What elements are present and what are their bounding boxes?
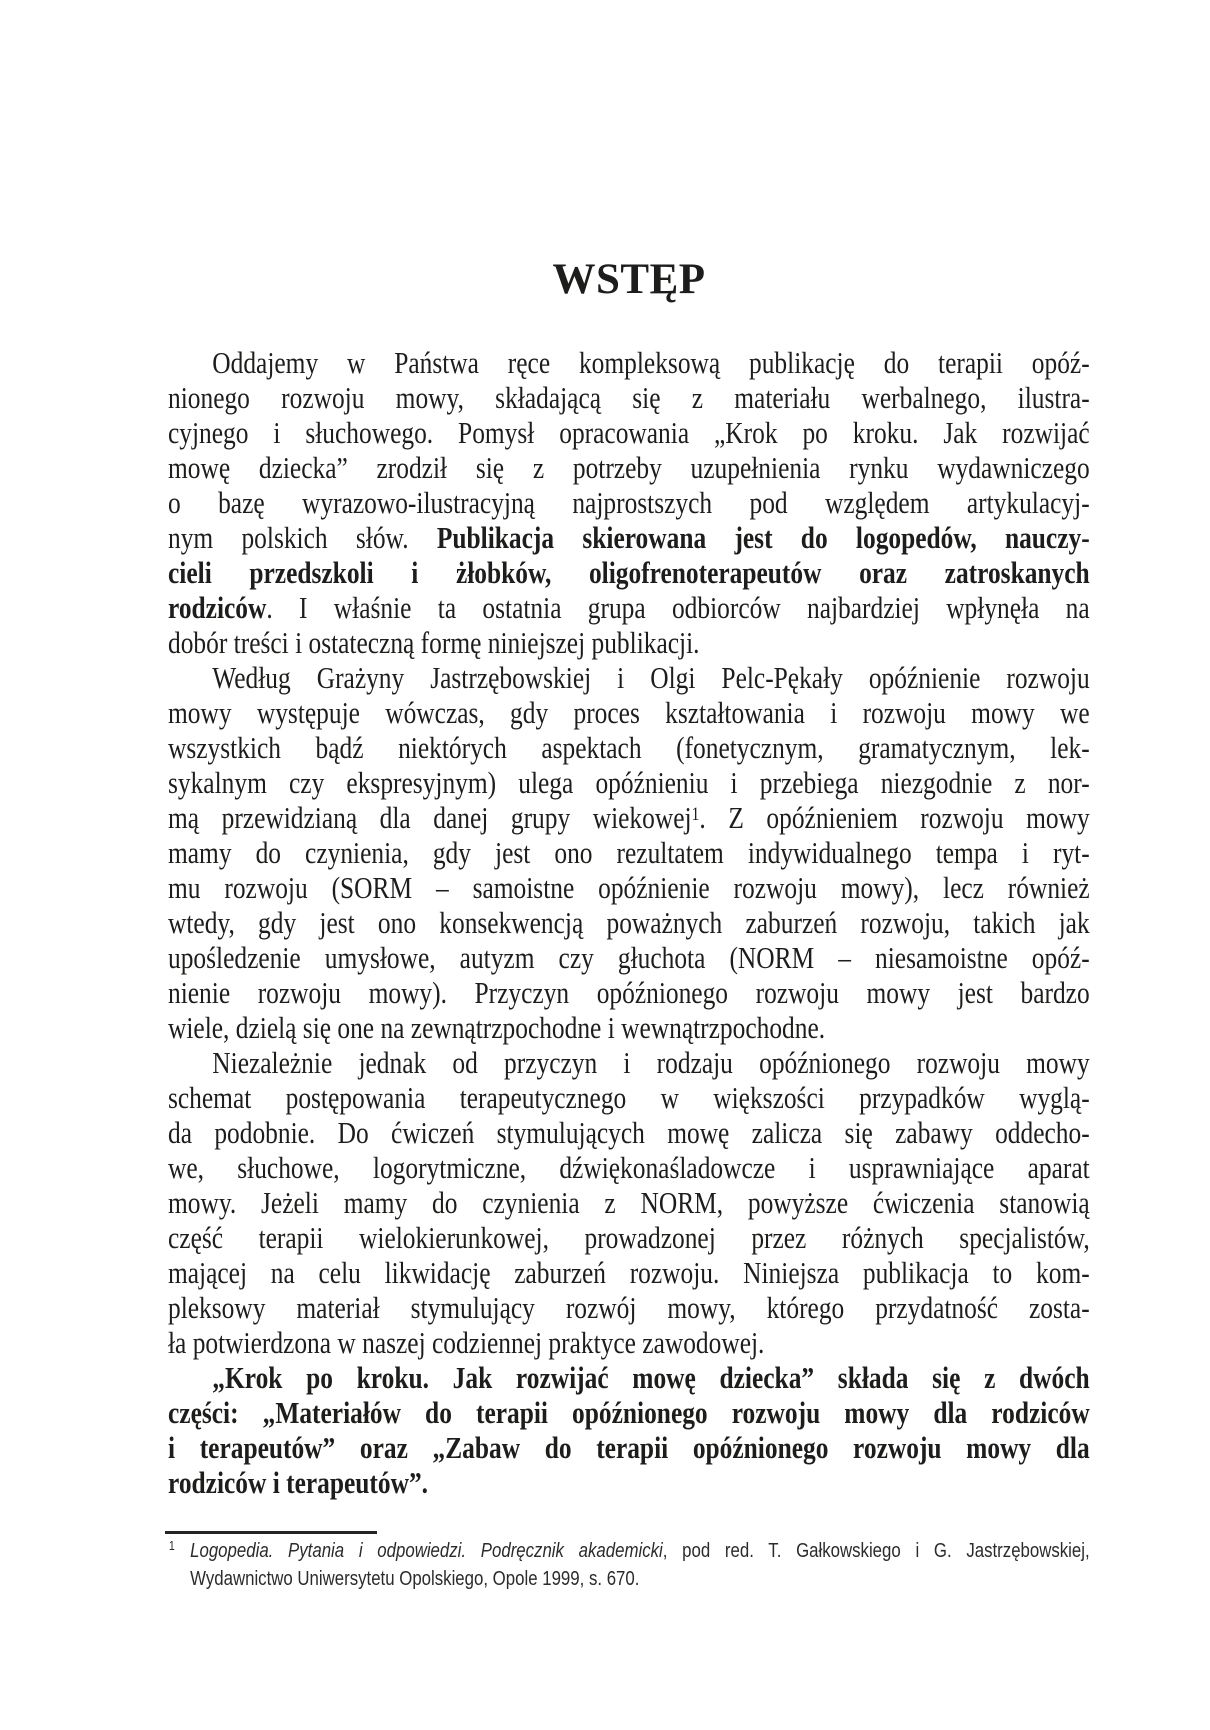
text-line: [168, 1045, 1090, 1080]
text-line: [168, 625, 1090, 660]
text-segment: Logopedia. Pytania i odpowiedzi. Podręcznik akademicki: [190, 1539, 663, 1562]
text-segment: da podobnie. Do ćwiczeń stymulujących mowę zalicza się zabawy oddecho-: [168, 1115, 1090, 1150]
text-segment: ła potwierdzona w naszej codziennej praktyce zawodowej.: [168, 1325, 765, 1360]
text-segment: we, słuchowe, logorytmiczne, dźwiękonaśladowcze i usprawniające aparat: [168, 1150, 1090, 1185]
text-line: [168, 485, 1090, 520]
text-line: [168, 1150, 1090, 1185]
text-segment: mowy. Jeżeli mamy do czynienia z NORM, powyższe ćwiczenia stanowią: [168, 1185, 1090, 1220]
text-segment: wiele, dzielą się one na zewnątrzpochodne i wewnątrzpochodne.: [168, 1010, 826, 1045]
text-segment: dobór treści i ostateczną formę niniejszej publikacji.: [168, 625, 700, 660]
text-line: [168, 1290, 1090, 1325]
text-segment: mu rozwoju (SORM – samoistne opóźnienie rozwoju mowy), lecz również: [168, 870, 1090, 905]
text-segment: , pod red. T. Gałkowskiego i G. Jastrzębowskiej,: [662, 1539, 1090, 1562]
text-line: [168, 345, 1090, 380]
text-line: [168, 975, 1090, 1010]
text-line: [168, 1395, 1090, 1430]
page-title: WSTĘP: [552, 255, 706, 303]
text-line: [168, 1115, 1090, 1150]
text-segment: Oddajemy w Państwa ręce kompleksową publikację do terapii opóź-: [212, 345, 1090, 380]
text-line: [168, 905, 1090, 940]
footnote-marker: 1: [168, 1538, 175, 1553]
text-segment: cieli przedszkoli i żłobków, oligofrenoterapeutów oraz zatroskanych: [168, 555, 1090, 590]
text-line: [168, 800, 1090, 835]
text-line: [168, 1080, 1090, 1115]
text-segment: wtedy, gdy jest ono konsekwencją poważnych zaburzeń rozwoju, takich jak: [168, 905, 1090, 940]
text-segment: części: „Materiałów do terapii opóźnionego rozwoju mowy dla rodziców: [168, 1395, 1090, 1430]
text-line: [168, 520, 1090, 555]
text-segment: Niezależnie jednak od przyczyn i rodzaju opóźnionego rozwoju mowy: [212, 1045, 1090, 1080]
text-line: [168, 870, 1090, 905]
text-segment: mającej na celu likwidację zaburzeń rozwoju. Niniejsza publikacja to kom-: [168, 1255, 1090, 1290]
text-segment: nienie rozwoju mowy). Przyczyn opóźnionego rozwoju mowy jest bardzo: [168, 975, 1090, 1010]
text-segment: rodziców: [168, 590, 267, 625]
text-segment: wszystkich bądź niektórych aspektach (fonetycznym, gramatycznym, lek-: [168, 730, 1090, 765]
body-text: [168, 345, 1090, 1500]
text-segment: „Krok po kroku. Jak rozwijać mowę dziecka” składa się z dwóch: [212, 1360, 1090, 1395]
text-segment: nionego rozwoju mowy, składającą się z materiału werbalnego, ilustra-: [168, 380, 1090, 415]
text-line: [168, 730, 1090, 765]
text-segment: schemat postępowania terapeutycznego w większości przypadków wyglą-: [168, 1080, 1090, 1115]
text-segment: cyjnego i słuchowego. Pomysł opracowania „Krok po kroku. Jak rozwijać: [168, 415, 1090, 450]
text-line: [168, 1360, 1090, 1395]
text-segment: mą przewidzianą dla danej grupy wiekowej: [168, 800, 692, 835]
text-segment: nym polskich słów.: [168, 520, 437, 555]
text-line: [168, 450, 1090, 485]
text-segment: o bazę wyrazowo-ilustracyjną najprostszych pod względem artykulacyj-: [168, 485, 1090, 520]
text-segment: upośledzenie umysłowe, autyzm czy głuchota (NORM – niesamoistne opóź-: [168, 940, 1090, 975]
footnote: [168, 1537, 1090, 1593]
text-line: [168, 1465, 1090, 1500]
text-line: [168, 1010, 1090, 1045]
text-segment: sykalnym czy ekspresyjnym) ulega opóźnieniu i przebiega niezgodnie z nor-: [168, 765, 1090, 800]
text-segment: Wydawnictwo Uniwersytetu Opolskiego, Opole 1999, s. 670.: [190, 1567, 640, 1590]
text-segment: mamy do czynienia, gdy jest ono rezultatem indywidualnego tempa i ryt-: [168, 835, 1090, 870]
text-segment: . I właśnie ta ostatnia grupa odbiorców najbardziej wpłynęła na: [266, 590, 1090, 625]
text-segment: mowy występuje wówczas, gdy proces kształtowania i rozwoju mowy we: [168, 695, 1090, 730]
text-segment: rodziców i terapeutów”.: [168, 1465, 429, 1500]
text-segment: mowę dziecka” zrodził się z potrzeby uzupełnienia rynku wydawniczego: [168, 450, 1090, 485]
text-segment: Publikacja skierowana jest do logopedów, nauczy-: [436, 520, 1090, 555]
text-line: [168, 660, 1090, 695]
text-segment: część terapii wielokierunkowej, prowadzonej przez różnych specjalistów,: [168, 1220, 1090, 1255]
text-line: [168, 1430, 1090, 1465]
text-segment: 1: [691, 803, 700, 825]
text-line: [168, 940, 1090, 975]
text-line: [168, 695, 1090, 730]
text-line: [168, 835, 1090, 870]
text-line: [168, 415, 1090, 450]
text-line: [168, 590, 1090, 625]
text-line: [168, 1185, 1090, 1220]
text-segment: pleksowy materiał stymulujący rozwój mowy, którego przydatność zosta-: [168, 1290, 1090, 1325]
text-segment: . Z opóźnieniem rozwoju mowy: [699, 800, 1090, 835]
text-line: [168, 555, 1090, 590]
text-segment: Według Grażyny Jastrzębowskiej i Olgi Pelc-Pękały opóźnienie rozwoju: [212, 660, 1090, 695]
footnote-line: [168, 1537, 1090, 1565]
text-line: [168, 765, 1090, 800]
text-line: [168, 1220, 1090, 1255]
text-segment: i terapeutów” oraz „Zabaw do terapii opóźnionego rozwoju mowy dla: [168, 1430, 1090, 1465]
text-line: [168, 1255, 1090, 1290]
text-line: [168, 1325, 1090, 1360]
footnote-line: [168, 1565, 1090, 1593]
text-line: [168, 380, 1090, 415]
footnote-rule: [165, 1531, 377, 1534]
